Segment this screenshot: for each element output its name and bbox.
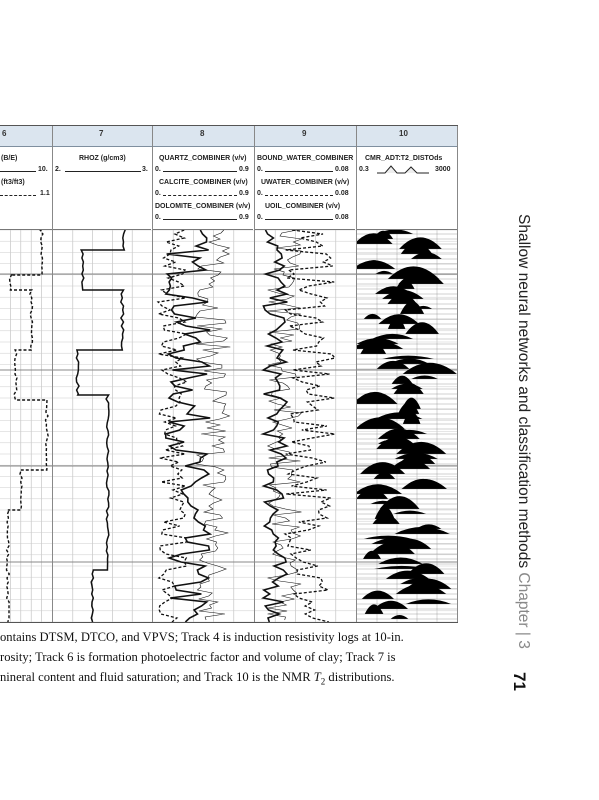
t2-distribution-peak (375, 271, 393, 274)
running-head-chapter-number: 3 (515, 640, 532, 649)
log-curve (166, 230, 211, 622)
curve-legend-line (0, 195, 36, 196)
running-head (506, 214, 536, 694)
scale-max: 10. (38, 166, 48, 173)
track-7-header (53, 147, 151, 230)
track-number-9: 9 (302, 129, 307, 138)
track-9-plot (255, 230, 356, 622)
scale-max: 0.9 (239, 190, 249, 197)
caption-line: ontains DTSM, DTCO, and VPVS; Track 4 is induction resistivity logs at 10-in. (0, 630, 404, 644)
curve-label: RHOZ (g/cm3) (79, 155, 126, 162)
running-head-chapter: Chapter (515, 572, 532, 628)
t2-distribution-peak (394, 383, 424, 394)
scale-max: 0.9 (239, 214, 249, 221)
scale-min: 0. (155, 190, 161, 197)
curve-label: (ft3/ft3) (1, 179, 25, 186)
t2-distribution-peak (362, 591, 394, 599)
track-number-7: 7 (99, 129, 104, 138)
scale-min: 2. (55, 166, 61, 173)
t2-distribution-peak (394, 527, 449, 534)
scale-max: 1.1 (40, 190, 50, 197)
curve-legend-line (65, 171, 141, 172)
track-number-row (0, 126, 458, 147)
scale-max: 0.08 (335, 190, 349, 197)
scale-min: 0. (257, 166, 263, 173)
scale-min: 0. (257, 190, 263, 197)
track-number-10: 10 (399, 129, 408, 138)
t2-distribution-peak (357, 260, 395, 269)
log-curve (76, 230, 125, 622)
curve-label: DOLOMITE_COMBINER (v/v) (155, 203, 251, 210)
track-number-6: 6 (2, 129, 7, 138)
curve-label: UOIL_COMBINER (v/v) (265, 203, 341, 210)
curve-label: CMR_ADT:T2_DISTOds (365, 155, 443, 162)
scale-max: 3000 (435, 166, 451, 173)
curve-legend-line (163, 171, 237, 172)
t2-distribution-peak (364, 314, 382, 319)
scale-min: 0. (257, 214, 263, 221)
track-6-plot (0, 230, 52, 622)
track-7-plot (53, 230, 152, 622)
curve-legend-line (265, 195, 333, 196)
curve-legend-line (163, 219, 237, 220)
track-10-plot (357, 230, 457, 622)
t2-distribution-peak (378, 557, 423, 564)
caption-line: rosity; Track 6 is formation photoelectric factor and volume of clay; Track 7 is (0, 650, 396, 664)
t2-distribution-peak (391, 615, 409, 619)
track-separator (457, 126, 458, 622)
curve-label: CALCITE_COMBINER (v/v) (159, 179, 248, 186)
spectrum-legend-icon (377, 164, 429, 174)
curve-legend-line (265, 171, 333, 172)
caption-subscript: 2 (320, 676, 326, 687)
track-number-8: 8 (200, 129, 205, 138)
scale-min: 0. (155, 214, 161, 221)
curve-legend-line (163, 195, 237, 196)
track-10-header (357, 147, 458, 230)
scale-max: 0.9 (239, 166, 249, 173)
scale-max: 0.08 (335, 214, 349, 221)
t2-distribution-peak (401, 479, 447, 489)
caption-symbol: T (313, 670, 321, 684)
track-8-plot (153, 230, 254, 622)
well-log-figure (0, 125, 458, 623)
curve-label: BOUND_WATER_COMBINER (257, 155, 354, 162)
track-9-header (255, 147, 355, 230)
t2-distribution-peak (406, 599, 452, 604)
scale-max: 0.08 (335, 166, 349, 173)
log-curve (285, 230, 335, 622)
t2-distribution-peak (411, 375, 438, 379)
curve-legend-line (0, 171, 36, 172)
caption-line (0, 668, 470, 692)
t2-distribution-peak (393, 511, 426, 514)
track-8-header (153, 147, 253, 230)
curve-label: QUARTZ_COMBINER (v/v) (159, 155, 247, 162)
curve-label: (B/E) (1, 155, 18, 162)
track-6-header (0, 147, 52, 230)
curve-legend-line (265, 219, 333, 220)
scale-min: 0.3 (359, 166, 369, 173)
running-head-title: Shallow neural networks and classification methods (515, 214, 532, 569)
scale-min: 0. (155, 166, 161, 173)
running-head-separator: | (515, 631, 532, 636)
caption-text: nineral content and fluid saturation; and Track 10 is the NMR (0, 670, 314, 684)
scale-max: 3. (142, 166, 148, 173)
curve-label: UWATER_COMBINER (v/v) (261, 179, 350, 186)
caption-text: distributions. (325, 670, 395, 684)
page-number: 71 (510, 672, 529, 691)
